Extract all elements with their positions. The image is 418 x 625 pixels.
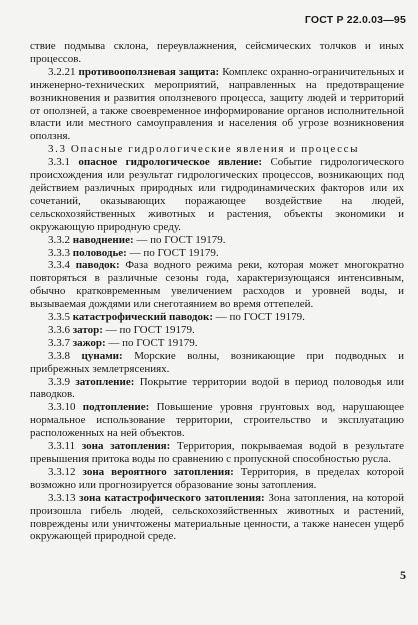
clause-number: 3.3.10 — [48, 401, 76, 414]
paragraph — [30, 492, 404, 544]
paragraph — [30, 466, 404, 492]
term: половодье: — [72, 246, 127, 259]
paragraph — [30, 440, 404, 466]
definition-text: Территория, в пределах которой возможно или прогнозируется образование зоны затопления. — [30, 465, 404, 491]
clause-number: 3.3.3 — [48, 246, 70, 259]
term: зона вероятного затопления: — [82, 465, 234, 478]
term: затор: — [72, 323, 103, 336]
paragraph — [30, 401, 404, 440]
definition-text: — по ГОСТ 19179. — [215, 311, 305, 324]
paragraph — [30, 247, 404, 260]
definition-text: Повышение уровня грунтовых вод, нарушающее нормальное использование территории, строительство и эксплуатацию расположенных на ней объектов. — [30, 401, 404, 440]
definition-text: ствие подмыва склона, переувлажнения, сейсмических толчков и иных процессов. — [30, 40, 404, 65]
term: зона затопления: — [81, 440, 171, 453]
paragraph — [30, 40, 404, 66]
paragraph — [30, 311, 404, 324]
term: противооползневая защита: — [78, 65, 220, 78]
term: паводок: — [75, 259, 120, 272]
definition-text: Морские волны, возникающие при подводных и прибрежных землетрясениях. — [30, 349, 405, 375]
term: подтопление: — [82, 401, 150, 414]
definition-text: Покрытие территории водой в период половодья или паводков. — [30, 375, 405, 401]
definition-text: — по ГОСТ 19179. — [105, 323, 195, 336]
definition-text: Опасные гидрологические явления и процессы — [70, 143, 360, 156]
term: зажор: — [72, 336, 106, 349]
definition-text: — по ГОСТ 19179. — [108, 336, 198, 349]
definition-text: Территория, покрываемая водой в результате превышения притока воды по сравнению с пропускной способностью русла. — [30, 440, 404, 465]
clause-number: 3.3.6 — [48, 323, 70, 336]
definition-text: Фаза водного режима реки, которая может многократно повторяться в различные сезоны года, характеризующаяся интенсивным, обычно кратковременным увеличением расходов и уровней воды, и вызываемая дождями или снеготаянием во время оттепелей. — [30, 259, 405, 311]
definition-text: Зона затопления, на которой произошла гибель людей, сельскохозяйственных животных и растений, повреждены или уничтожены материальные ценности, а также нанесен ущерб окружающей природной среде. — [30, 491, 405, 543]
clause-number: 3.3.7 — [48, 336, 70, 349]
clause-number: 3.3.12 — [48, 465, 76, 478]
clause-number: 3.3.13 — [48, 491, 76, 504]
term: опасное гидрологическое явление: — [78, 156, 263, 169]
clause-number: 3.3.11 — [48, 440, 76, 453]
term: катастрофический паводок: — [72, 311, 213, 324]
paragraph — [30, 66, 404, 143]
clause-number: 3.3.5 — [48, 311, 70, 324]
clause-number: 3.3.4 — [48, 259, 70, 272]
clause-number: 3.3.9 — [48, 375, 70, 388]
clause-number: 3.3.8 — [48, 349, 70, 362]
page-number: 5 — [400, 568, 406, 582]
clause-number: 3.3.2 — [48, 233, 70, 246]
term: цунами: — [81, 349, 123, 362]
document-code: ГОСТ Р 22.0.03—95 — [304, 14, 406, 26]
paragraph — [30, 376, 404, 402]
paragraph — [30, 337, 404, 350]
definition-text: — по ГОСТ 19179. — [136, 233, 226, 246]
paragraph — [30, 234, 404, 247]
clause-number: 3.3.1 — [48, 156, 70, 169]
section-heading — [30, 143, 404, 156]
clause-number: 3.2.21 — [48, 65, 76, 78]
paragraph — [30, 259, 404, 311]
term: затопление: — [75, 375, 135, 388]
clause-number: 3.3 — [48, 143, 67, 156]
term: наводнение: — [72, 233, 134, 246]
document-body — [30, 40, 404, 543]
definition-text: — по ГОСТ 19179. — [129, 246, 219, 259]
paragraph — [30, 156, 404, 233]
term: зона катастрофического затопления: — [79, 491, 265, 504]
paragraph — [30, 324, 404, 337]
paragraph — [30, 350, 404, 376]
definition-text: Комплекс охранно-ограничительных и инженерно-технических мероприятий, направленных на предотвращение возникновения и развития оползневого процесса, защиту людей и территорий от оползней, а также своевременное информирование органов исполнительной власти или местного самоуправления и населения об угрозе возникновения оползня. — [30, 65, 405, 143]
definition-text: Событие гидрологического происхождения или результат гидрологических процессов, возникающих под действием различных природных или гидродинамических факторов или их сочетаний, оказывающих поражающее воздействие на людей, сельскохозяйственных животных и растения, объекты экономики и окружающую природную среду. — [30, 156, 405, 233]
